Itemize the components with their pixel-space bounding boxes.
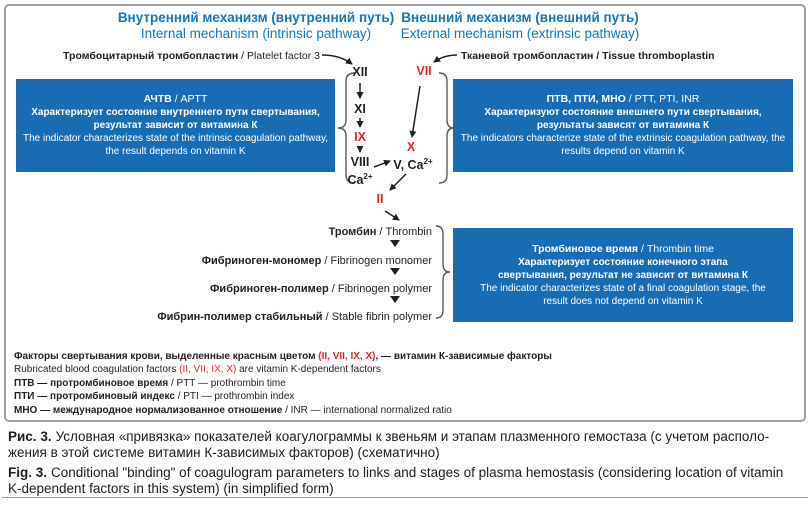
tt-box-title: Тромбиновое время / Thrombin time bbox=[532, 242, 714, 255]
ptt-pti-inr-info-box bbox=[453, 79, 793, 172]
factor-xii: XII bbox=[352, 65, 368, 79]
bottom-divider bbox=[2, 497, 808, 498]
figure-caption bbox=[8, 429, 802, 501]
factor-x: X bbox=[406, 140, 416, 154]
ptt-box-title: ПТВ, ПТИ, МНО / PTT, PTI, INR bbox=[546, 93, 700, 105]
cascade-item-stable-fibrin-polymer: Фибрин-полимер стабильный / Stable fibrin polymer bbox=[157, 311, 432, 323]
factor-ix: IX bbox=[354, 130, 366, 144]
footnotes-block bbox=[14, 350, 552, 417]
extrinsic-pathway-header bbox=[401, 10, 640, 42]
cascade-item-thrombin: Тромбин / Thrombin bbox=[328, 226, 432, 238]
intrinsic-header-en: Internal mechanism (intrinsic pathway) bbox=[140, 26, 372, 41]
figure-caption-ru: Рис. 3. Условная «привязка» показателей коагулограммы к звеньям и этапам плазменного гемостаза (с учетом располо- жения в этой системе витамин К-зависимых факторов) (схематично) bbox=[8, 429, 770, 460]
cascade-item-fibrinogen-polymer: Фибриноген-полимер / Fibrinogen polymer bbox=[210, 283, 432, 295]
footnote-k-dependent-en: Rubricated blood coagulation factors (II, VII, IX, X) are vitamin K-dependent factors bbox=[14, 364, 381, 376]
factor-v-calcium: V, $Ca^{2+}$ bbox=[393, 157, 433, 173]
factor-xi: XI bbox=[354, 102, 366, 116]
factor-viii: VIII bbox=[350, 155, 370, 169]
factor-ii: II bbox=[376, 192, 384, 206]
thrombin-time-info-box bbox=[453, 228, 793, 322]
ptt-box-body-en: The indicators characterize state of the extrinsic coagulation pathway, the results depend on vitamin K bbox=[460, 133, 786, 157]
aptt-box-title: АЧТВ / APTT bbox=[143, 93, 208, 105]
extrinsic-header-ru: Внешний механизм (внешний путь) bbox=[401, 10, 639, 25]
aptt-box-body-ru: Характеризует состояние внутреннего пути свертывания, результат зависит от витамина К bbox=[31, 107, 320, 131]
figure-caption-en: Fig. 3. Conditional "binding" of coagulogram parameters to links and stages of plasma hemostasis (considering location of vitamin K-dependent factors in this system) (in simplified form) bbox=[8, 465, 784, 496]
cascade-item-fibrinogen-monomer: Фибриноген-мономер / Fibrinogen monomer bbox=[201, 255, 432, 267]
footnote-k-dependent-ru: Факторы свертывания крови, выделенные красным цветом (II, VII, IX, X), — витамин К-зависимые факторы bbox=[14, 351, 552, 362]
factor-vii: VII bbox=[416, 64, 432, 78]
tissue-thromboplastin-label: Тканевой тромбопластин / Tissue thromboplastin bbox=[461, 50, 715, 62]
aptt-box-body-en: The indicator characterizes state of the intrinsic coagulation pathway, the result depends on vitamin K bbox=[23, 133, 328, 157]
extrinsic-header-en: External mechanism (extrinsic pathway) bbox=[400, 26, 640, 41]
ptt-box-body-ru: Характеризуют состояние внешнего пути свертывания, результаты зависят от витамина К bbox=[484, 107, 762, 131]
factor-calcium: $Ca^{2+}$ bbox=[347, 172, 373, 188]
tt-box-body-en: The indicator characterizes state of a final coagulation stage, the result does not depend on vitamin K bbox=[480, 282, 766, 307]
aptt-info-box bbox=[16, 79, 335, 172]
intrinsic-header-ru: Внутренний механизм (внутренний путь) bbox=[117, 10, 395, 25]
platelet-factor-label: Тромбоцитарный тромбопластин / Platelet factor 3 bbox=[63, 50, 320, 62]
footnote-ptv: ПТВ — протромбиновое время / PTT — prothrombin time bbox=[14, 377, 286, 389]
footnote-mno: МНО — международное нормализованное отношение / INR — international normalized ratio bbox=[14, 404, 452, 416]
intrinsic-pathway-header bbox=[118, 10, 394, 42]
tt-box-body-ru: Характеризует состояние конечного этапа свертывания, результат не зависит от витамина К bbox=[497, 256, 749, 281]
footnote-pti: ПТИ — протромбиновый индекс / PTI — prothrombin index bbox=[14, 391, 295, 403]
